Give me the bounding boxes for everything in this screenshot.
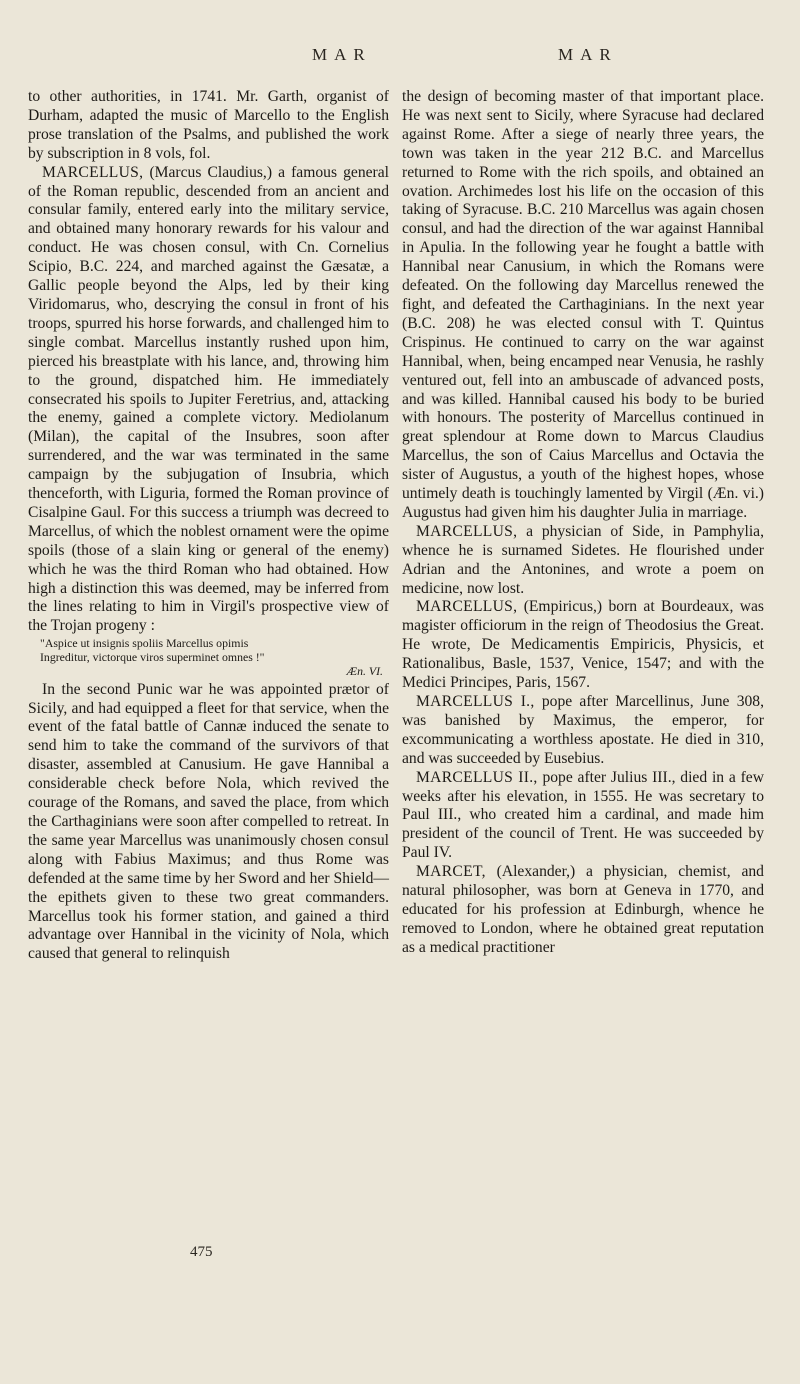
- entry-marcet: [402, 863, 764, 958]
- verse-quotation: [28, 637, 389, 678]
- quote-line: Ingreditur, victorque viros superminet omnes !": [40, 650, 265, 665]
- entry-heading: MARCELLUS,: [416, 522, 518, 540]
- paragraph: In the second Punic war he was appointed prætor of Sicily, and had equipped a fleet for that service, when the event of the fatal battle of Cannæ induced the senate to send him to take the command of the survivors of that disaster, assembled at Canusium. He gave Hannibal a considerable check before Nola, which revived the courage of the Romans, and saved the place, from which the Carthaginians were soon after compelled to retreat. In the same year Marcellus was unanimously chosen consul along with Fabius Maximus; and thus Rome was defended at the same time by her Sword and her Shield—the epithets given to these two great commanders. Marcellus took his former station, and gained a third advantage over Hannibal in the vicinity of Nola, which caused that general to relinquish: [28, 680, 389, 963]
- running-head-right: MAR: [558, 45, 618, 64]
- entry-marcellus-physician: [402, 523, 764, 599]
- entry-heading: MARCELLUS,: [42, 163, 144, 181]
- paragraph: to other authorities, in 1741. Mr. Garth, organist of Durham, adapted the music of Marcello to the English prose translation of the Psalms, and published the work by subscription in 8 vols, fol.: [28, 88, 389, 162]
- entry-heading: MARCELLUS II.,: [416, 768, 538, 786]
- entry-marcellus-i: [402, 693, 764, 769]
- entry-body: pope after Julius III., died in a few weeks after his elevation, in 1555. He was secretary to Paul III., who created him a cardinal, and made him president of the council of Trent. He was succeeded by Paul IV.: [402, 768, 764, 862]
- quote-line: "Aspice ut insignis spoliis Marcellus opimis: [40, 636, 249, 651]
- quote-source: Æn. VI.: [346, 663, 383, 678]
- entry-heading: MARCELLUS I.,: [416, 693, 535, 710]
- entry-marcellus-general: [28, 164, 389, 637]
- entry-heading: MARCELLUS,: [416, 598, 518, 616]
- entry-body: (Empiricus,) born at Bourdeaux, was magister officiorum in the reign of Theodosius the Great. He wrote, De Medicamentis Empiricis, Physicis, et Rationalibus, Basle, 1537, Venice, 1547; and with the Medici Principes, Paris, 1567.: [402, 598, 764, 692]
- entry-body: pope after Marcellinus, June 308, was banished by Maximus, the emperor, for excommunicating a worthless apostate. He died in 310, and was succeeded by Eusebius.: [402, 693, 765, 767]
- entry-marcellus-ii: [402, 769, 764, 864]
- right-column: [402, 88, 764, 958]
- entry-body: a physician of Side, in Pamphylia, whence he is surnamed Sidetes. He flourished under Adrian and the Antonines, and wrote a poem on medicine, now lost.: [402, 522, 765, 597]
- running-head-left: MAR: [312, 45, 372, 64]
- entry-body: (Alexander,) a physician, chemist, and natural philosopher, was born at Geneva in 1770, and educated for his profession at Edinburgh, whence he removed to London, where he obtained great reputation as a medical practitioner: [402, 863, 764, 956]
- entry-heading: MARCET,: [416, 863, 486, 881]
- entry-body: (Marcus Claudius,) a famous general of the Roman republic, descended from an ancient and consular family, entered early into the military service, and obtained many honorary rewards for his valour and conduct. He was chosen consul, with Cn. Cornelius Scipio, B.C. 224, and marched against the Gæsatæ, a Gallic people beyond the Alps, led by their king Viridomarus, who, descrying the consul in front of his troops, spurred his horse forwards, and challenged him to single combat. Marcellus instantly rushed upon him, pierced his breastplate with his lance, and, throwing him to the ground, dispatched him. He immediately consecrated his spoils to Jupiter Feretrius, and, attacking the enemy, gained a complete victory. Mediolanum (Milan), the capital of the Insubres, soon after surrendered, and the war was terminated in the same campaign by the subjugation of Insubria, which thenceforth, with Liguria, formed the Roman province of Cisalpine Gaul. For this success a triumph was decreed to Marcellus, of which the noblest ornament were the opime spoils (those of a slain king or general of the enemy) which he was the third Roman who had obtained. How high a distinction this was deemed, may be inferred from the lines relating to him in Virgil's prospective view of the Trojan progeny :: [28, 163, 389, 635]
- paragraph: the design of becoming master of that important place. He was next sent to Sicily, where Syracuse had declared against Rome. After a siege of nearly three years, the town was taken in the year 212 B.C. and Marcellus returned to Rome with the rich spoils, and obtained an ovation. Archimedes lost his life on the occasion of this taking of Syracuse. B.C. 210 Marcellus was again chosen consul, and had the direction of the war against Hannibal in Apulia. In the following year he fought a battle with Hannibal near Canusium, in which the Romans were defeated. On the following day Marcellus renewed the fight, and defeated the Carthaginians. In the next year (B.C. 208) he was elected consul with T. Quintus Crispinus. He continued to carry on the war against Hannibal, when, being encamped near Venusia, he rashly ventured out, fell into an ambuscade of advanced posts, and was killed. Hannibal caused his body to be buried with honours. The posterity of Marcellus continued in great splendour at Rome down to Marcus Claudius Marcellus, the son of Caius Marcellus and Octavia the sister of Augustus, a youth of the highest hopes, whose untimely death is touchingly lamented by Virgil (Æn. vi.) Augustus had given him his daughter Julia in marriage.: [402, 88, 764, 521]
- left-column: [28, 88, 389, 964]
- page-number: 475: [190, 1244, 213, 1260]
- entry-marcellus-empiricus: [402, 598, 764, 693]
